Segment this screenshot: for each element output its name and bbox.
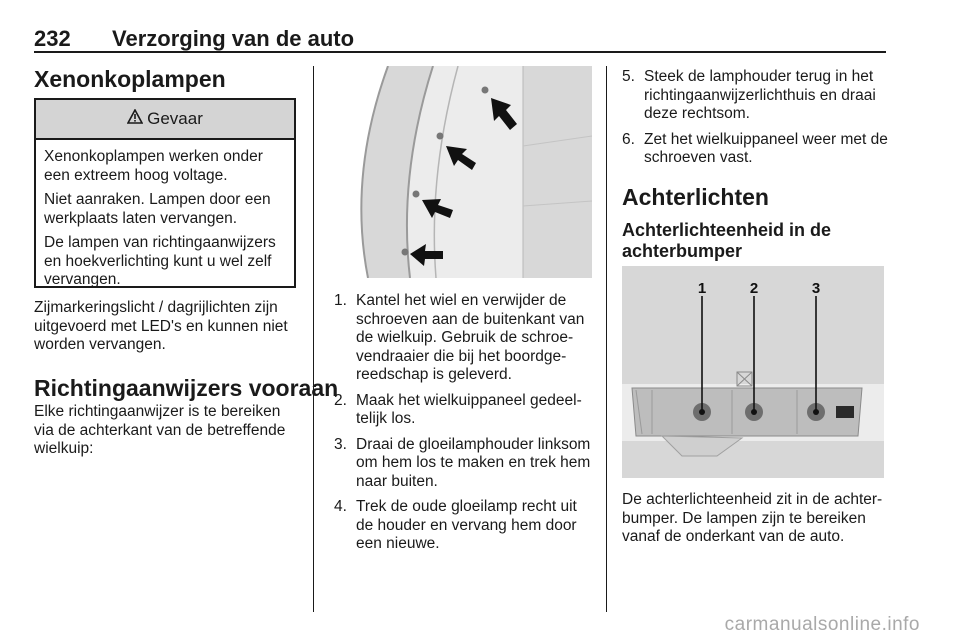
warning-paragraph: De lampen van richtingaanwijzers en hoekverlichting kunt u wel zelf vervangen.: [44, 234, 276, 288]
step-text: Maak het wielkuippaneel gedeeltelijk los.: [356, 391, 582, 427]
page-number: 232: [34, 26, 71, 51]
watermark: carmanualsonline.info: [724, 614, 920, 635]
header-rule: [34, 51, 886, 53]
callout-label-1: 1: [697, 280, 707, 297]
section-title-indicators: Richtingaanwijzers vooraan: [34, 375, 339, 401]
chapter-title: Verzorging van de auto: [112, 26, 355, 51]
step-number: 5.: [622, 68, 635, 85]
step-text: Zet het wielkuippaneel weer met de schroeven vast.: [644, 130, 888, 166]
warning-paragraph: Niet aanraken. Lampen door een werkplaats laten vervangen.: [44, 191, 271, 227]
rear-light-text: De achterlichteenheid zit in de achterbumper. De lampen zijn te bereiken vanaf de onderkant van de auto.: [622, 491, 883, 545]
step-number: 2.: [334, 391, 347, 409]
warning-header: [36, 100, 294, 140]
warning-triangle-icon: [127, 109, 143, 129]
subsection-title-rear-bumper: Achterlichteenheid in de achterbumper: [622, 220, 832, 261]
list-item: [622, 68, 888, 124]
section-title-rear-lights: Achterlichten: [622, 184, 769, 210]
step-text: Draai de gloeilamphouder linksom om hem los te maken en trek hem naar buiten.: [356, 435, 591, 490]
column-divider-2: [606, 66, 607, 612]
rear-light-illustration: [622, 266, 884, 478]
indicators-text: Elke richtingaanwijzer is te bereiken via de achterkant van de betreffende wielkuip:: [34, 403, 286, 457]
warning-box: [34, 98, 296, 288]
page-header: [34, 26, 884, 52]
list-item: [622, 131, 888, 168]
warning-paragraph: Xenonkoplampen werken onder een extreem hoog voltage.: [44, 148, 263, 184]
list-item: [334, 436, 596, 492]
step-text: Trek de oude gloeilamp recht uit de houder en vervang hem door een nieuwe.: [356, 498, 577, 552]
steps-list-1: [334, 292, 596, 561]
warning-body: [36, 140, 294, 290]
step-text: Steek de lamphouder terug in het richtingaanwijzerlichthuis en draai deze rechtsom.: [644, 68, 876, 122]
warning-label: Gevaar: [147, 109, 203, 128]
list-item: [334, 392, 596, 429]
column-divider-1: [313, 66, 314, 612]
callout-label-3: 3: [811, 280, 821, 297]
list-item: [334, 498, 596, 554]
step-number: 3.: [334, 435, 347, 453]
callout-label-2: 2: [749, 280, 759, 297]
step-number: 4.: [334, 498, 347, 515]
step-number: 1.: [334, 292, 347, 309]
step-number: 6.: [622, 130, 635, 148]
marker-light-text: Zijmarkeringslicht / dagrijlichten zijn uitgevoerd met LED's en kunnen niet worden vervangen.: [34, 299, 288, 353]
list-item: [334, 292, 596, 385]
step-text: Kantel het wiel en verwijder de schroeven aan de buitenkant van de wielkuip. Gebruik de schroevendraaier die bij het boordgereedschap is geleverd.: [356, 292, 585, 383]
wheel-arch-illustration: [328, 66, 592, 278]
steps-list-2: [622, 68, 888, 175]
section-title-xenon: Xenonkoplampen: [34, 66, 226, 92]
